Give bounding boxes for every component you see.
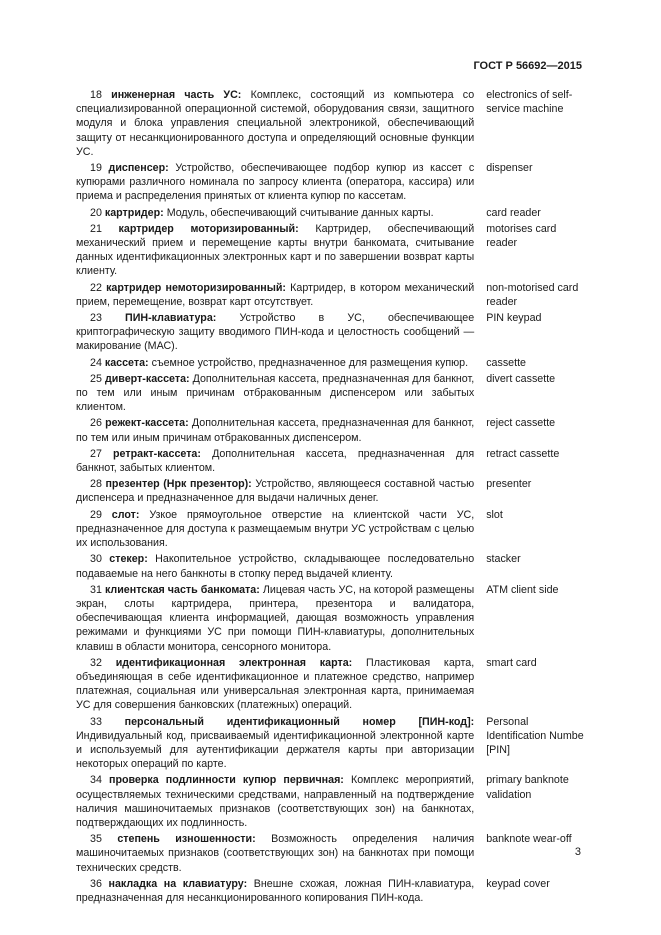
term-entry <box>76 416 586 444</box>
term-definition <box>76 877 474 905</box>
english-equivalent: reject cassette <box>486 417 556 430</box>
term-entry <box>76 161 586 204</box>
definition-text: Комплекс мероприятий, осуществляемых техническими средствами, направленный на подтверждение наличия машиночитаемых признаков (соответствующих зон) на банкнотах, подтверждающих их подлинность. <box>76 774 475 829</box>
term-name: ПИН-клавиатура: <box>125 312 217 325</box>
definition-text: Накопительное устройство, складывающее последовательно подаваемые на него банкноты в стопку перед выдачей клиенту. <box>76 553 475 580</box>
english-equivalent: presenter <box>486 478 532 491</box>
term-name: клиентская часть банкомата: <box>104 583 260 596</box>
term-number: 23 <box>90 312 102 325</box>
page-number: 3 <box>574 846 581 858</box>
term-entry <box>76 656 586 713</box>
english-equivalent: stacker <box>486 553 521 566</box>
term-name: персональный идентификационный номер [ПИН-код]: <box>124 715 475 728</box>
term-entry <box>76 583 586 654</box>
term-name: картридер: <box>104 206 164 219</box>
english-equivalent: retract cassette <box>486 447 560 460</box>
term-number: 20 <box>90 206 102 219</box>
definition-text: Дополнительная кассета, предназначенная для банкнот, по тем или иным причинам отбракованным диспенсером или забытых клиентом. <box>76 372 475 414</box>
term-definition <box>76 161 474 204</box>
term-number: 18 <box>90 89 102 101</box>
term-definition <box>76 311 474 354</box>
english-equivalent: primary banknote validation <box>486 774 569 801</box>
term-number: 33 <box>90 715 102 728</box>
english-equivalent: dispenser <box>486 162 533 175</box>
term-definition <box>76 206 474 220</box>
english-equivalent: card reader <box>486 206 541 219</box>
definition-text: Устройство, являющееся составной частью диспенсера и предназначенное для выдачи наличных денег. <box>76 478 475 505</box>
term-number: 21 <box>90 222 102 235</box>
english-equivalent: PIN keypad <box>486 312 542 325</box>
term-number: 31 <box>90 583 102 596</box>
english-equivalent: keypad cover <box>486 877 550 890</box>
term-entry <box>76 773 586 830</box>
term-name: слот: <box>111 508 140 521</box>
term-entry <box>76 477 586 505</box>
term-number: 36 <box>90 877 102 890</box>
term-entry <box>76 832 586 875</box>
english-equivalent: slot <box>486 508 503 521</box>
term-number: 19 <box>90 162 102 175</box>
term-entry <box>76 281 586 309</box>
definition-text: Пластиковая карта, объединяющая в себе идентификационное и платежное средство, например платежная, социальная или универсальная электронная карта, принимаемая УС для совершения банковских (платежных) операций. <box>76 656 475 712</box>
term-definition <box>76 447 474 475</box>
term-number: 27 <box>90 447 102 460</box>
term-entry <box>76 715 586 772</box>
term-definition <box>76 715 474 772</box>
english-equivalent: electronics of self-service machine <box>486 89 573 116</box>
term-entry <box>76 356 586 370</box>
term-name: ретракт-кассета: <box>113 447 201 460</box>
definition-text: Лицевая часть УС, на которой размещены экран, слоты картридера, принтера, презентора и валидатора, обеспечивающая клиента информацией, дающая возможность управления режимами и функциями УС при помощи ПИН-клавиатуры, дополнительных клавиш в области монитора, сенсорного монитора. <box>76 583 475 653</box>
term-definition <box>76 583 474 654</box>
term-definition <box>76 552 474 580</box>
definition-text: Устройство в УС, обеспечивающее криптографическую защиту вводимого ПИН-кода и целостность сообщений — макирование (МАС). <box>76 312 475 353</box>
term-number: 28 <box>90 478 102 491</box>
term-entry <box>76 311 586 354</box>
term-definition <box>76 281 474 309</box>
term-definition <box>76 372 474 415</box>
term-number: 24 <box>90 356 102 369</box>
english-equivalent: motorises card reader <box>486 222 557 250</box>
english-equivalent: ATM client side <box>486 583 559 596</box>
term-name: диспенсер: <box>108 162 169 175</box>
term-entry <box>76 88 586 159</box>
term-number: 29 <box>90 508 102 521</box>
definition-text: Дополнительная кассета, предназначенная для банкнот, по тем или иным причинам отбракованных диспенсером. <box>76 417 475 444</box>
definition-text: съемное устройство, предназначенное для размещения купюр. <box>151 356 469 369</box>
term-name: накладка на клавиатуру: <box>108 877 248 890</box>
term-name: диверт-кассета: <box>104 372 190 385</box>
term-number: 26 <box>90 417 102 430</box>
term-definition <box>76 773 474 830</box>
document-standard-header: ГОСТ Р 56692—2015 <box>473 60 582 72</box>
term-definition <box>76 416 474 444</box>
definition-text: Модуль, обеспечивающий считывание данных карты. <box>166 206 434 219</box>
term-definition <box>76 656 474 713</box>
english-equivalent: cassette <box>486 356 527 369</box>
definition-text: Картридер, обеспечивающий механический прием и перемещение карты внутри банкомата, считывание данных идентификационных электронных карт и по завершении возврат карты клиенту. <box>76 222 475 278</box>
term-number: 30 <box>90 553 102 566</box>
term-name: режект-кассета: <box>105 417 189 430</box>
term-number: 22 <box>90 281 102 294</box>
english-equivalent: banknote wear-off <box>486 833 572 846</box>
term-entry <box>76 372 586 415</box>
english-equivalent: Personal Identification Numbe [PIN] <box>486 715 584 756</box>
term-number: 25 <box>90 372 102 385</box>
term-entry <box>76 508 586 551</box>
term-name: проверка подлинности купюр первичная: <box>108 774 344 787</box>
term-definition <box>76 832 474 875</box>
term-definition <box>76 356 474 370</box>
definition-text: Комплекс, состоящий из компьютера со специализированной операционной системой, оборудования связи, защитного модуля и блока управления специальной электроникой, обеспечивающий защиту от несанкционированного доступа и определяющий основные функции УС. <box>76 89 475 158</box>
term-name: стекер: <box>109 553 148 566</box>
term-definition <box>76 222 474 279</box>
term-entry <box>76 206 586 220</box>
term-entry <box>76 877 586 905</box>
definition-text: Устройство, обеспечивающее подбор купюр из кассет с купюрами различного номинала по запросу клиента (оператора, кассира) или приема и распределения принятых от клиента купюр по кассетам. <box>76 162 475 203</box>
english-equivalent: non-motorised card reader <box>486 281 579 308</box>
term-number: 34 <box>90 774 102 787</box>
term-name: идентификационная электронная карта: <box>115 656 353 669</box>
terms-list <box>76 88 586 907</box>
definition-text: Картридер, в котором механический прием, перемещение, возврат карт отсутствует. <box>76 281 475 308</box>
term-name: кассета: <box>104 356 149 369</box>
definition-text: Узкое прямоугольное отверстие на клиентской части УС, предназначенное для доступа к размещаемым внутри УС устройствам с целью их использования. <box>76 508 475 550</box>
term-name: картридер немоторизированный: <box>106 281 286 294</box>
term-definition <box>76 477 474 505</box>
definition-text: Индивидуальный код, присваиваемый идентификационной электронной карте и используемый для аутентификации держателя карты при авторизации некоторых операций по карте. <box>76 729 475 771</box>
term-entry <box>76 447 586 475</box>
term-name: инженерная часть УС: <box>111 89 242 101</box>
term-name: картридер моторизированный: <box>118 222 299 235</box>
term-name: презентер (Нрк презентор): <box>105 478 252 491</box>
term-entry <box>76 552 586 580</box>
term-definition <box>76 88 474 159</box>
english-equivalent: divert cassette <box>486 372 556 385</box>
definition-text: Внешне схожая, ложная ПИН-клавиатура, предназначенная для несанкционированного копирования ПИН-кода. <box>76 877 475 904</box>
term-number: 32 <box>90 656 102 669</box>
english-equivalent: smart card <box>486 656 537 669</box>
term-number: 35 <box>90 833 102 846</box>
term-name: степень изношенности: <box>117 833 256 846</box>
definition-text: Дополнительная кассета, предназначенная для банкнот, забытых клиентом. <box>76 447 475 475</box>
definition-text: Возможность определения наличия машиночитаемых признаков (соответствующих зон) на банкнотах при помощи технических средств. <box>76 833 475 874</box>
term-definition <box>76 508 474 551</box>
term-entry <box>76 222 586 279</box>
